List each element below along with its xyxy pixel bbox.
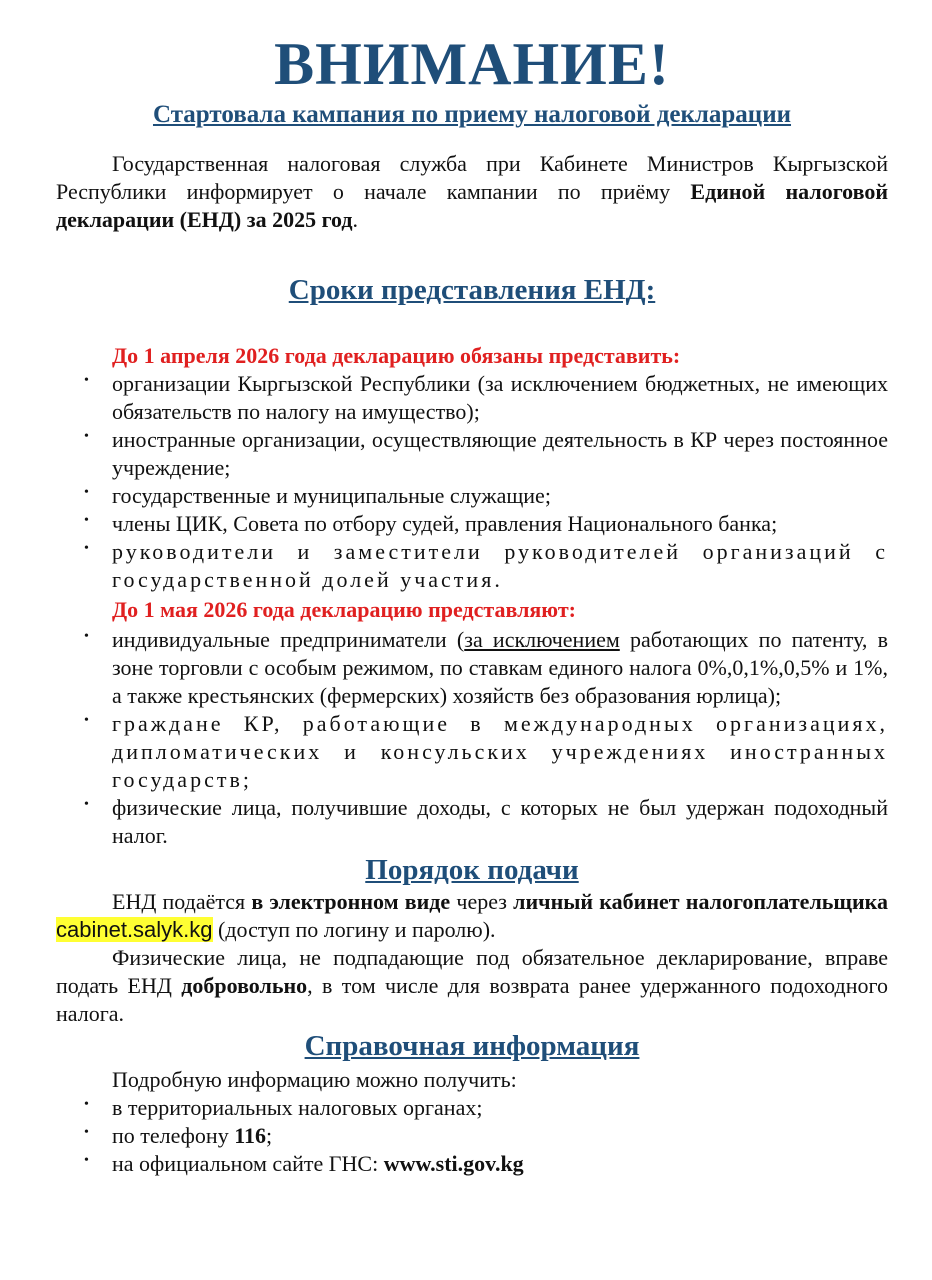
cabinet-link[interactable]: cabinet.salyk.kg: [56, 917, 213, 942]
list-item-text: по телефону: [112, 1123, 235, 1148]
bullet-icon: •: [84, 713, 92, 728]
underlined-exception: за исключением: [464, 627, 620, 652]
list-item: [56, 538, 888, 594]
procedure-paragraph-2: [56, 944, 888, 1028]
reference-heading: Справочная информация: [304, 1030, 640, 1062]
list-item: [56, 626, 888, 710]
bullet-icon: •: [84, 629, 89, 644]
bullet-icon: •: [84, 373, 89, 388]
bullet-icon: •: [84, 1125, 89, 1140]
list-item-text: физические лица, получившие доходы, с которых не был удержан подоходный налог.: [112, 795, 888, 848]
list-item-text: иностранные организации, осуществляющие деятельность в КР через постоянное учреждение;: [112, 427, 888, 480]
procedure-paragraph-1: [56, 888, 888, 944]
text: через: [450, 889, 514, 914]
bullet-icon: •: [84, 1153, 89, 1168]
april-list: [56, 370, 888, 594]
intro-text: Государственная налоговая служба при Кабинете Министров Кыргызской Республики информирует о начале кампании по приёму: [56, 151, 888, 204]
list-item: [56, 710, 888, 794]
deadline-may-title: До 1 мая 2026 года декларацию представляют:: [112, 597, 576, 622]
deadlines-heading: Сроки представления ЕНД:: [288, 274, 656, 306]
page-subtitle: Стартовала кампания по приему налоговой декларации: [152, 101, 792, 128]
text: , в том числе для возврата ранее удержанного подоходного налога.: [56, 973, 888, 1026]
bullet-icon: •: [84, 513, 89, 528]
list-item: [56, 1150, 888, 1178]
intro-bold-text: Единой налоговой декларации (ЕНД) за 2025 год: [56, 179, 888, 232]
list-item-text: граждане КР, работающие в международных организациях, дипломатических и консульских учреждениях иностранных государств;: [112, 711, 888, 792]
list-item: [56, 370, 888, 426]
list-item-text: государственные и муниципальные служащие;: [112, 483, 551, 508]
website-link[interactable]: www.sti.gov.kg: [383, 1151, 524, 1176]
page-title: ВНИМАНИЕ!: [274, 31, 670, 97]
bold-voluntary: добровольно: [181, 973, 308, 998]
list-item-text: члены ЦИК, Совета по отбору судей, правления Национального банка;: [112, 511, 778, 536]
bullet-icon: •: [84, 485, 89, 500]
list-item-text: в территориальных налоговых органах;: [112, 1095, 483, 1120]
text: Физические лица, не подпадающие под обязательное декларирование, вправе подать ЕНД: [56, 945, 888, 998]
list-item: [56, 482, 888, 510]
list-item: [56, 1094, 888, 1122]
list-item-text: на официальном сайте ГНС:: [112, 1151, 384, 1176]
reference-lead: Подробную информацию можно получить:: [112, 1067, 517, 1092]
may-list: [56, 626, 888, 850]
text: ;: [266, 1123, 273, 1148]
intro-end: .: [352, 207, 359, 232]
bullet-icon: •: [84, 429, 89, 444]
list-item: [56, 426, 888, 482]
list-item-text: работающих по патенту, в зоне торговли с особым режимом, по ставкам единого налога 0%,0,1%,0,5% и 1%, а также крестьянских (фермерских) хозяйств без образования юрлица);: [112, 627, 888, 708]
bold-cabinet: личный кабинет налогоплательщика: [513, 889, 889, 914]
intro-paragraph: [56, 150, 888, 234]
list-item: [56, 510, 888, 538]
text: ЕНД подаётся: [112, 889, 252, 914]
reference-list: [56, 1094, 888, 1178]
list-item-text: организации Кыргызской Республики (за исключением бюджетных, не имеющих обязательств по налогу на имущество);: [112, 371, 888, 424]
list-item: [56, 1122, 888, 1150]
bold-electronic: в электронном виде: [251, 889, 451, 914]
deadline-april-title: До 1 апреля 2026 года декларацию обязаны представить:: [112, 343, 681, 368]
list-item-text: индивидуальные предприниматели (: [112, 627, 465, 652]
bullet-icon: •: [84, 1097, 89, 1112]
list-item-text: руководители и заместители руководителей организаций с государственной долей участия.: [112, 539, 888, 592]
text: (доступ по логину и паролю).: [212, 917, 496, 942]
procedure-heading: Порядок подачи: [365, 854, 579, 886]
bullet-icon: •: [84, 797, 89, 812]
phone-number[interactable]: 116: [234, 1123, 266, 1148]
bullet-icon: •: [84, 541, 92, 556]
list-item: [56, 794, 888, 850]
